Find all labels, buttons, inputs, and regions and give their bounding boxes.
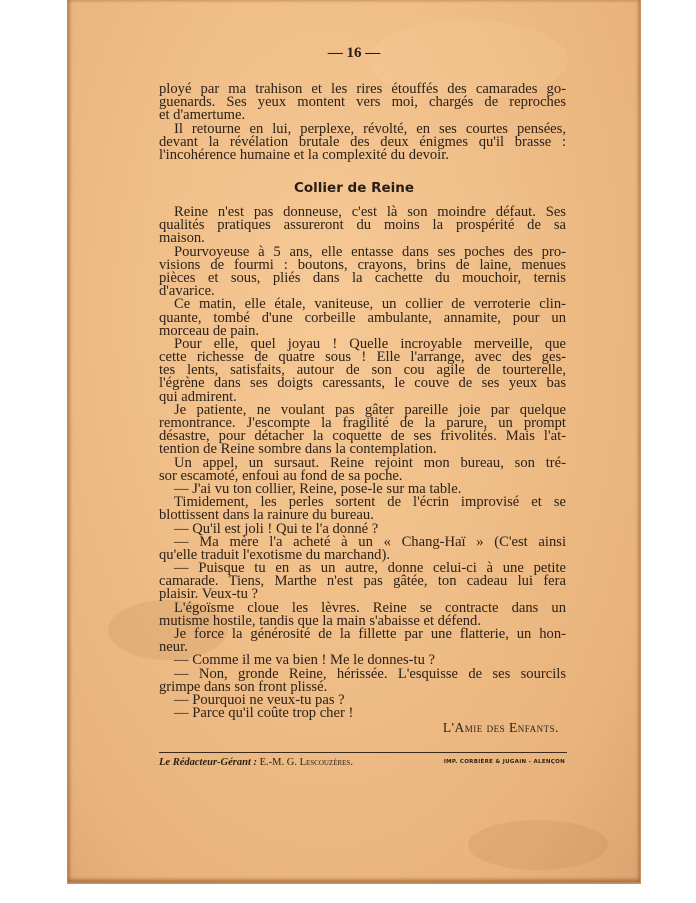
text-line: désastre, pour détacher la coquette de ses frivolités. Mais l'at- <box>159 428 566 445</box>
text-line: — Non, gronde Reine, hérissée. L'esquisse de ses sourcils <box>174 665 566 682</box>
text-line: qualités pratiques assureront du moins la prospérité de sa <box>159 217 566 234</box>
text-line: tention de Reine sombre dans la contemplation. <box>159 441 437 458</box>
printer-credit: IMP. CORBIÈRE & JUGAIN - ALENÇON <box>443 759 565 765</box>
text-line: remontrance. J'escompte la fragilité de la parure, un prompt <box>159 415 566 431</box>
text-line: devant la révélation brutale des deux énigmes qu'il brasse : <box>159 133 566 150</box>
text-line: cette richesse de quatre sous ! Elle l'arrange, avec des ges- <box>159 349 566 366</box>
text-line: blottissent dans la rainure du bureau. <box>159 507 374 524</box>
text-line: Reine n'est pas donneuse, c'est là son moindre défaut. Ses <box>174 204 566 220</box>
text-line: Il retourne en lui, perplexe, révolté, en ses courtes pensées, <box>174 120 566 137</box>
text-line: camarade. Tiens, Marthe n'est pas gâtée, ton cadeau lui fera <box>159 573 566 590</box>
text-line: mutisme hostile, tandis que la main s'abaisse et défend. <box>159 612 481 629</box>
text-line: — Qu'il est joli ! Qui te l'a donné ? <box>174 520 379 537</box>
text-line: morceau de pain. <box>159 322 260 339</box>
text-line: — Pourquoi ne veux-tu pas ? <box>174 691 345 708</box>
text-line: Ce matin, elle étale, vaniteuse, un collier de verroterie clin- <box>174 296 566 313</box>
text-line: Je patiente, ne voulant pas gâter pareille joie par quelque <box>174 401 566 418</box>
text-line: plaisir. Veux-tu ? <box>159 586 259 603</box>
signature: L'Amie des Enfants. <box>442 720 559 735</box>
page-number: — 16 — <box>327 45 381 61</box>
text-line: — Parce qu'il coûte trop cher ! <box>174 705 354 722</box>
text-line: maison. <box>159 230 205 247</box>
intro-paragraphs <box>159 83 566 162</box>
text-line: — Ma mère l'a acheté à un « Chang-Haï » (C'est ainsi <box>174 533 566 550</box>
text-line: neur. <box>159 639 188 656</box>
text-line: sor escamoté, enfoui au fond de sa poche. <box>159 467 403 484</box>
editor-label: Le Rédacteur-Gérant : <box>159 757 257 768</box>
text-line: tes lents, satisfaits, autour de son cou agile de tourterelle, <box>159 362 566 379</box>
text-line: Je force la générosité de la fillette par une flatterie, un hon- <box>174 626 566 642</box>
footer <box>159 757 567 768</box>
scanned-page <box>67 0 641 884</box>
text-line: — Comme il me va bien ! Me le donnes-tu ? <box>174 652 436 669</box>
footer-rule <box>159 752 567 753</box>
story-title: Collier de Reine <box>293 180 415 196</box>
text-line: Timidement, les perles sortent de l'écrin improvisé et se <box>174 494 566 511</box>
text-line: ployé par ma trahison et les rires étouffés des camarades go- <box>159 81 566 97</box>
text-line: L'égoïsme cloue les lèvres. Reine se contracte dans un <box>174 599 566 616</box>
text-line: visions de fourmi : boutons, crayons, brins de laine, menues <box>159 256 566 273</box>
text-line: d'avarice. <box>159 283 215 300</box>
text-line: l'incohérence humaine et la complexité du devoir. <box>159 146 449 163</box>
text-line: Un appel, un sursaut. Reine rejoint mon bureau, son tré- <box>174 454 566 471</box>
text-line: guenards. Ses yeux montent vers moi, chargés de reproches <box>159 94 566 111</box>
text-line: l'égrène dans ses doigts caressants, le couve de ses yeux bas <box>159 375 566 392</box>
text-line: — Puisque tu en as un autre, donne celui-ci à une petite <box>174 560 566 577</box>
text-line: qu'elle traduit l'exotisme du marchand). <box>159 546 390 563</box>
text-line: Pour elle, quel joyau ! Quelle incroyable merveille, que <box>174 335 566 352</box>
text-line: pièces et sous, pliés dans la cachette du mouchoir, ternis <box>159 269 566 286</box>
paper-stain <box>468 820 608 870</box>
text-line: grimpe dans son front plissé. <box>159 678 328 695</box>
text-line: — J'ai vu ton collier, Reine, pose-le sur ma table. <box>174 480 462 497</box>
text-line: quante, tombé d'une corbeille ambulante, annamite, pour un <box>159 309 566 326</box>
editor-name: E.-M. G. Lescouzères. <box>259 757 353 768</box>
text-line: et d'amertume. <box>159 107 246 124</box>
story-body <box>159 206 566 720</box>
text-line: Pourvoyeuse à 5 ans, elle entasse dans ses poches des pro- <box>174 243 566 260</box>
text-line: qui admirent. <box>159 388 237 405</box>
